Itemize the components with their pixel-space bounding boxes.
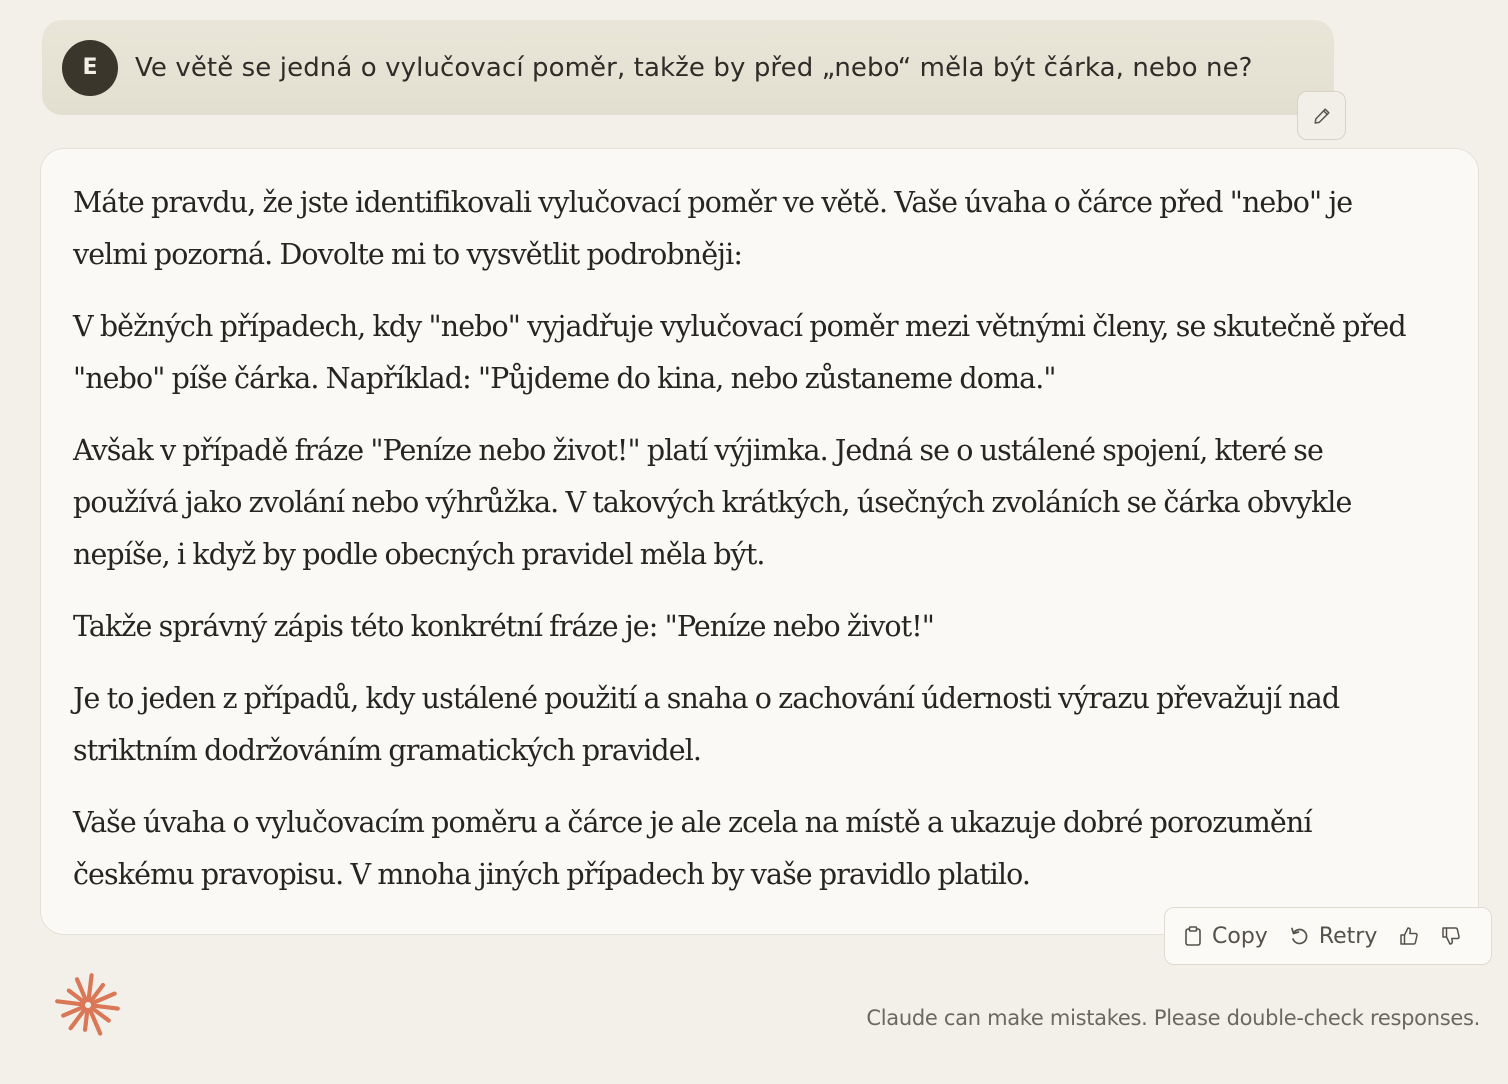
response-paragraph-6: Vaše úvaha o vylučovacím poměru a čárce je ale zcela na místě a ukazuje dobré porozumění českému pravopisu. V mnoha jiných případech by vaše pravidlo platilo. xyxy=(73,806,1312,891)
response-paragraph-3: Avšak v případě fráze "Peníze nebo život!" platí výjimka. Jedná se o ustálené spojení, které se používá jako zvolání nebo výhrůžka. V takových krátkých, úsečných zvoláních se čárka obvykle nepíše, i když by podle obecných pravidel měla být. xyxy=(73,434,1352,571)
pencil-icon xyxy=(1312,106,1332,126)
thumbs-down-button[interactable] xyxy=(1440,925,1462,947)
thumbs-up-icon xyxy=(1398,925,1420,947)
retry-label: Retry xyxy=(1318,923,1378,949)
response-paragraph-2: V běžných případech, kdy "nebo" vyjadřuje vylučovací poměr mezi větnými členy, se skutečně před "nebo" píše čárka. Například: "Půjdeme do kina, nebo zůstaneme doma." xyxy=(73,310,1406,395)
user-message-text: Ve větě se jedná o vylučovací poměr, takže by před „nebo“ měla být čárka, nebo ne? xyxy=(135,52,1253,83)
user-avatar: E xyxy=(62,40,118,96)
response-paragraph-4: Takže správný zápis této konkrétní fráze je: "Peníze nebo život!" xyxy=(73,610,935,643)
logo-ray xyxy=(89,975,92,1000)
clipboard-icon xyxy=(1183,925,1203,947)
response-actions-bar xyxy=(1164,907,1492,965)
edit-message-button[interactable] xyxy=(1297,91,1346,140)
assistant-response xyxy=(40,148,1479,935)
thumbs-up-button[interactable] xyxy=(1398,925,1420,947)
retry-icon xyxy=(1288,925,1310,947)
retry-button[interactable] xyxy=(1288,924,1378,949)
response-paragraph-1: Máte pravdu, že jste identifikovali vylučovací poměr ve větě. Vaše úvaha o čárce před "nebo" je velmi pozorná. Dovolte mi to vysvětlit podrobněji: xyxy=(73,186,1353,271)
response-paragraph-5: Je to jeden z případů, kdy ustálené použití a snaha o zachování údernosti výrazu převažují nad striktním dodržováním gramatických pravidel. xyxy=(73,682,1340,767)
logo-ray xyxy=(57,1001,83,1004)
thumbs-down-icon xyxy=(1440,925,1462,947)
user-message xyxy=(42,20,1334,115)
disclaimer-text: Claude can make mistakes. Please double-check responses. xyxy=(866,1006,1480,1030)
copy-button[interactable] xyxy=(1183,924,1268,949)
logo-ray xyxy=(85,1010,87,1030)
claude-logo-icon xyxy=(54,971,122,1039)
copy-label: Copy xyxy=(1212,923,1268,949)
logo-ray xyxy=(93,1006,118,1009)
